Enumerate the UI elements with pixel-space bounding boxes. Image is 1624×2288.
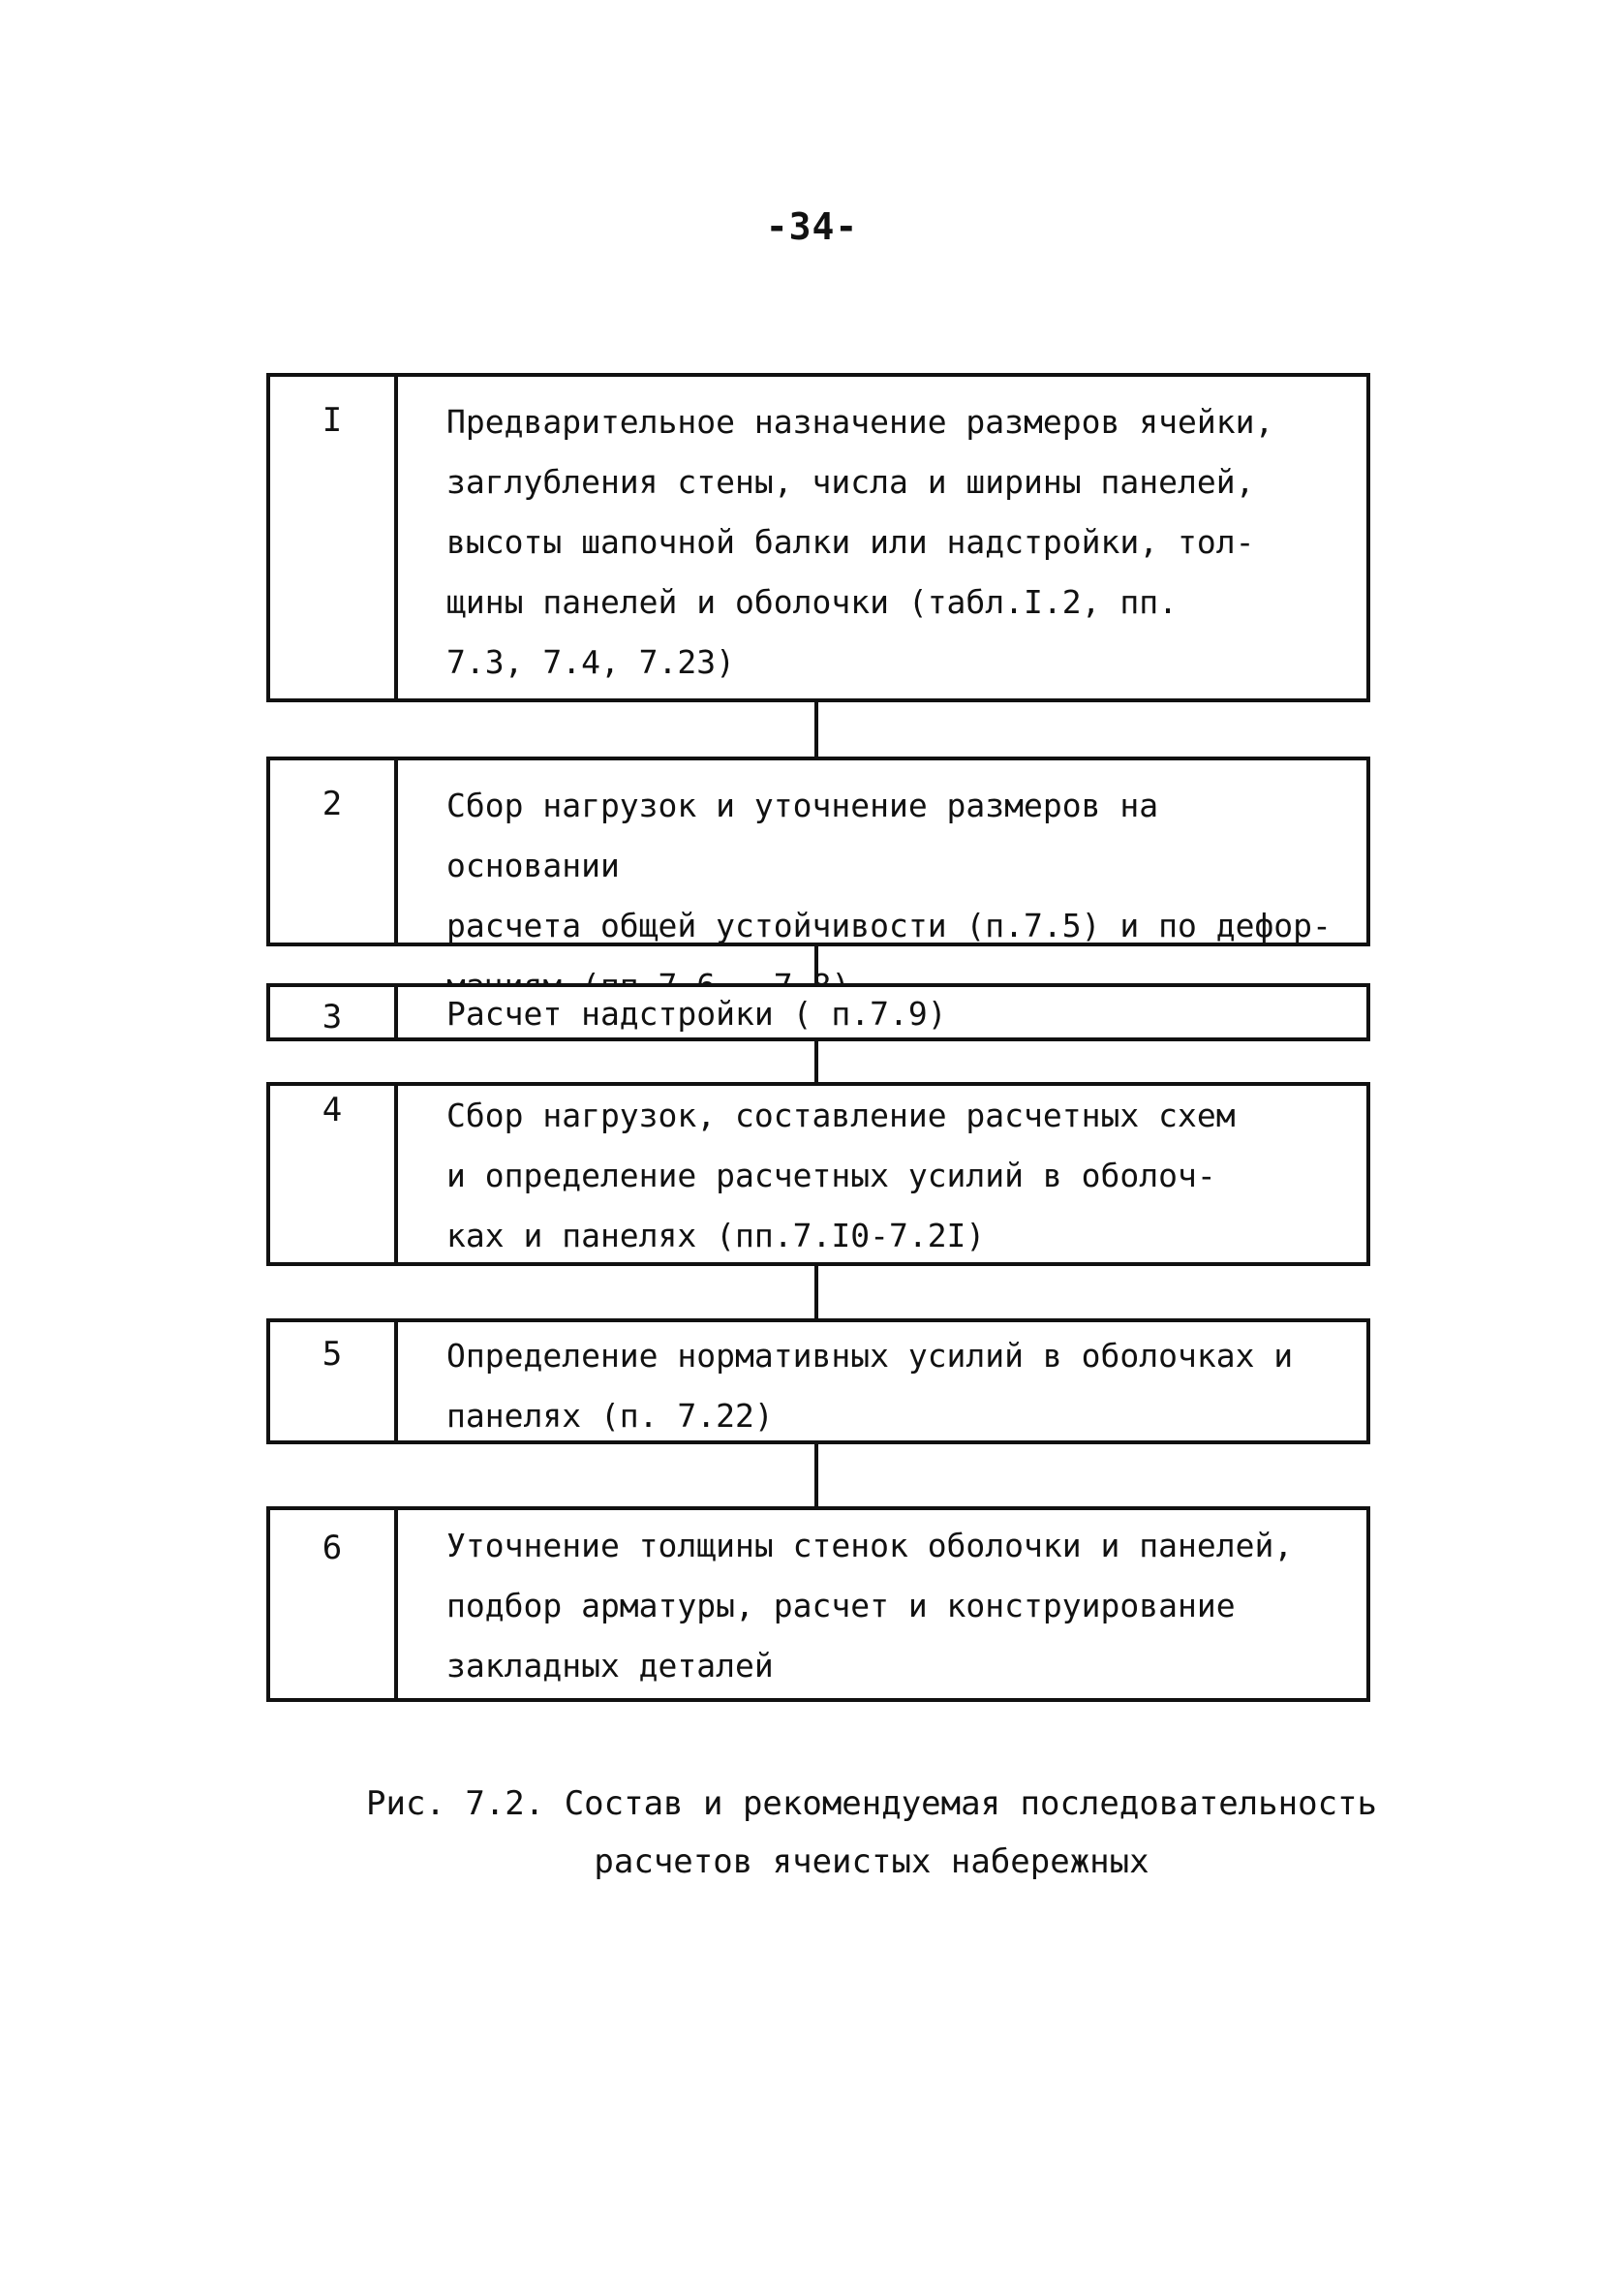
- step-number: 4: [270, 1086, 398, 1262]
- connector-line: [814, 702, 818, 757]
- step-text: Сбор нагрузок и уточнение размеров на основании расчета общей устойчивости (п.7.5) и по дефор-: [446, 787, 1332, 944]
- figure-caption: Рис. 7.2. Состав и рекомендуемая последовательность расчетов ячеистых набережных: [366, 1784, 1377, 1881]
- step-box-5: [266, 1318, 1370, 1444]
- step-box-1: [266, 373, 1370, 702]
- step-text: Расчет надстройки ( п.7.9): [446, 995, 947, 1033]
- step-box-4: [266, 1082, 1370, 1266]
- step-text: Определение нормативных усилий в оболочках и панелях (п. 7.22): [446, 1337, 1294, 1435]
- step-box-3: [266, 983, 1370, 1041]
- step-text: Уточнение толщины стенок оболочки и панелей, подбор арматуры, расчет и конструирование закладных деталей: [446, 1527, 1294, 1685]
- connector-line: [814, 1041, 818, 1082]
- step-text: Сбор нагрузок, составление расчетных схем и определение расчетных усилий в оболоч- ках и панелях (пп.7.I0-7.2I): [446, 1097, 1236, 1254]
- step-text: Предварительное назначение размеров ячейки, заглубления стены, числа и ширины панелей, высоты шапочной балки или надстройки, тол- щины панелей и оболочки (табл.I.2, пп. 7.3, 7.4, 7.23): [446, 403, 1274, 681]
- page-number: -34-: [765, 205, 859, 248]
- step-number: I: [270, 377, 398, 698]
- connector-line: [814, 1444, 818, 1506]
- step-number: 5: [270, 1322, 398, 1440]
- step-box-2: [266, 757, 1370, 946]
- step-number: 2: [270, 760, 398, 943]
- step-number: 3: [270, 987, 398, 1037]
- connector-line: [814, 1266, 818, 1318]
- step-number: 6: [270, 1510, 398, 1698]
- flowchart: [266, 373, 1370, 1702]
- step-box-6: [266, 1506, 1370, 1702]
